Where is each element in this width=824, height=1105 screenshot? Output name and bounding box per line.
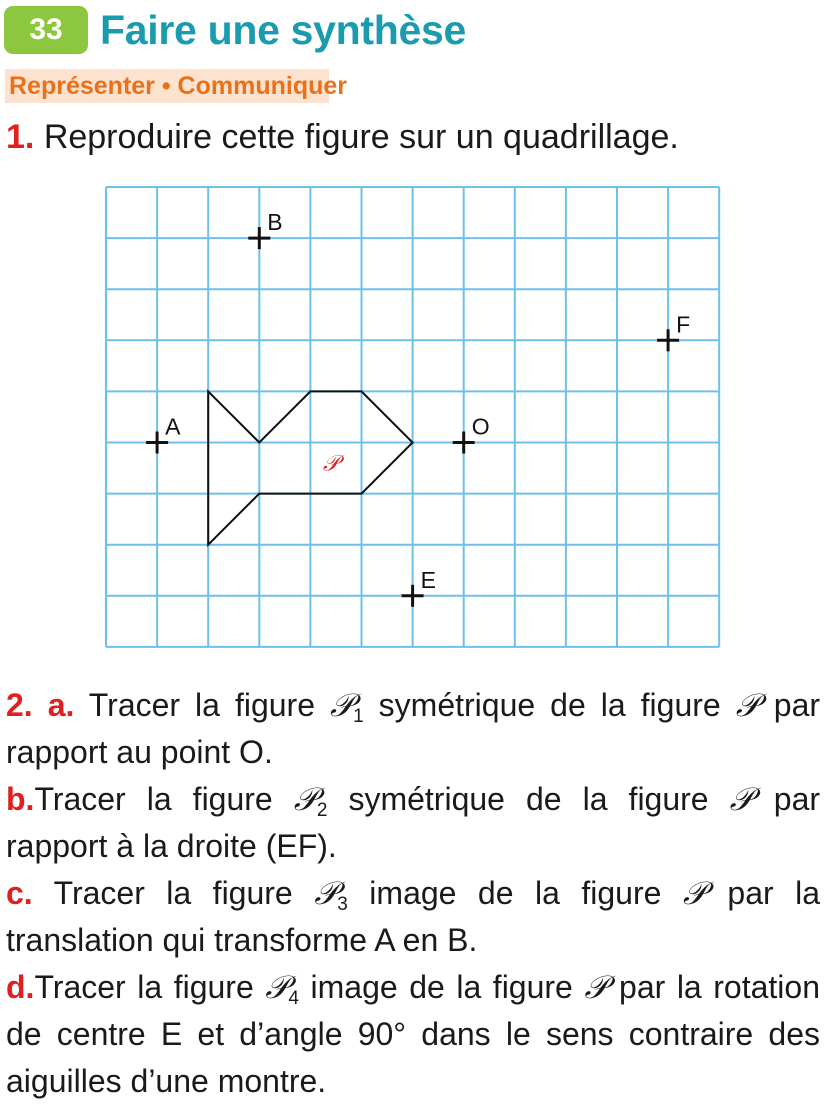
question-2-number: 2. (6, 687, 33, 723)
exercise-number-badge: 33 (4, 6, 88, 54)
figure-index: 1 (353, 706, 364, 727)
point-o (453, 414, 490, 454)
item-text: Tracer la figure (34, 781, 294, 817)
question-1-text: Reproduire cette figure sur un quadrillage. (43, 118, 679, 156)
point-e (402, 567, 436, 607)
question-2b (6, 776, 820, 870)
figure-symbol: 𝒫 (293, 780, 317, 818)
item-text: par rapport à la droite (EF). (6, 781, 821, 864)
point-label: B (267, 209, 283, 236)
item-label: b. (6, 781, 35, 817)
point-label: E (420, 566, 436, 593)
item-text: par la translation qui transforme A en B. (6, 875, 821, 958)
item-text: Tracer la figure (53, 875, 315, 911)
figure-symbol: 𝒫 (314, 874, 338, 912)
question-2a (6, 682, 820, 776)
item-label: c. (6, 875, 33, 911)
item-text: par la rotation de centre E et d’angle 90° dans le sens contraire des aiguilles d’une montre. (6, 969, 820, 1099)
figure-symbol: 𝒫 (265, 968, 289, 1006)
item-text: symétrique de la figure (363, 687, 736, 723)
point-f (657, 311, 690, 351)
figure-p-label: 𝒫 (322, 451, 339, 477)
figure-index: 2 (316, 800, 328, 821)
point-a (146, 414, 181, 454)
point-label: F (676, 311, 691, 338)
figure-symbol: 𝒫 (330, 686, 354, 724)
skills-banner: Représenter • Communiquer (5, 69, 329, 103)
item-text: par rapport au point O. (6, 687, 821, 770)
point-label: O (471, 413, 490, 440)
item-text: image de la figure (298, 969, 585, 1005)
question-2d (6, 964, 820, 1105)
point-b (248, 209, 282, 249)
figure-symbol: 𝒫 (584, 968, 608, 1006)
exercise-title: Faire une synthèse (100, 6, 467, 53)
figure-index: 4 (288, 988, 299, 1009)
point-label: A (165, 413, 181, 440)
item-text: Tracer la figure (88, 687, 331, 723)
figure-symbol: 𝒫 (729, 780, 753, 818)
item-label: d. (6, 969, 35, 1005)
grid-points (146, 209, 690, 607)
item-text: image de la figure (347, 875, 683, 911)
question-2 (6, 682, 820, 1105)
question-1-number: 1. (6, 118, 35, 156)
item-text: symétrique de la figure (327, 781, 730, 817)
item-text: Tracer la figure (34, 969, 266, 1005)
question-2c (6, 870, 820, 964)
figure-symbol: 𝒫 (682, 874, 706, 912)
grid-lines (106, 187, 719, 647)
figure-symbol: 𝒫 (735, 686, 759, 724)
item-label: a. (47, 687, 75, 723)
figure-index: 3 (337, 894, 348, 915)
